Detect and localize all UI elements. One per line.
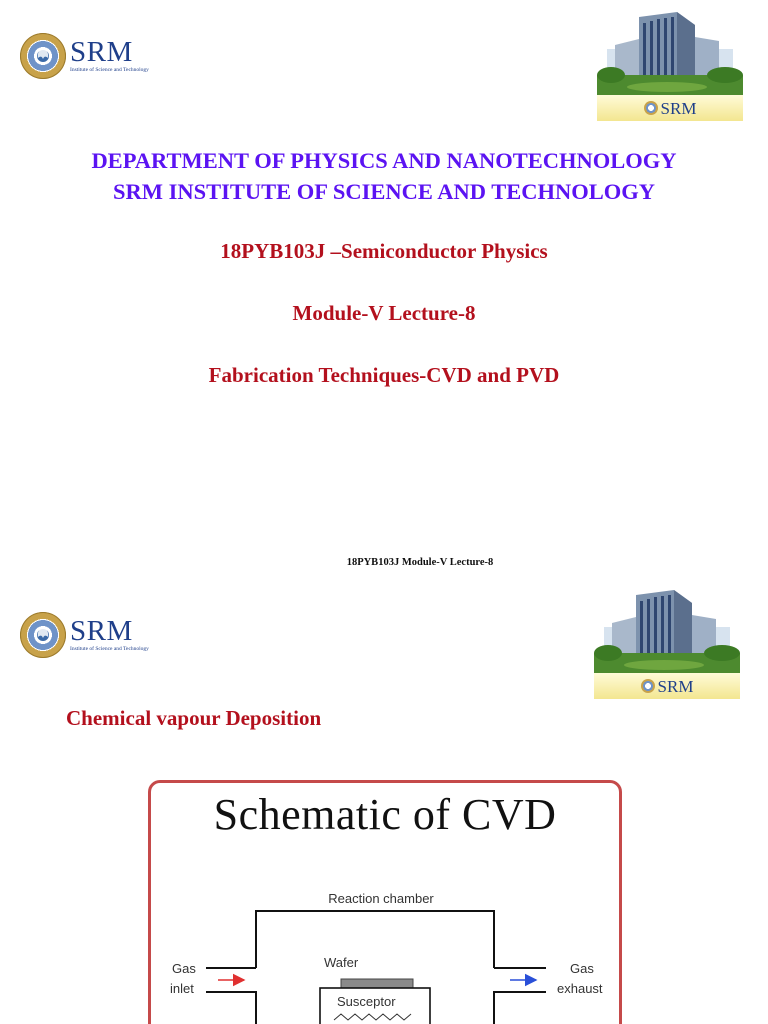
module-title: Module-V Lecture-8 (292, 301, 476, 325)
gas-inlet-label-2: inlet (170, 981, 194, 996)
department-line-2: SRM INSTITUTE OF SCIENCE AND TECHNOLOGY (113, 179, 655, 204)
susceptor-label: Susceptor (337, 994, 396, 1009)
department-line-1: DEPARTMENT OF PHYSICS AND NANOTECHNOLOGY (91, 148, 677, 173)
srm-mini-seal-icon (644, 101, 658, 115)
campus-picture (597, 9, 743, 121)
wafer-shape (341, 979, 413, 988)
campus-srm-label (594, 673, 740, 699)
gas-exhaust-label-1: Gas (570, 961, 594, 976)
campus-picture (594, 587, 740, 699)
chamber-right-wall (494, 992, 546, 1024)
campus-srm-name: SRM (657, 676, 694, 696)
cvd-schematic-figure (148, 780, 622, 1024)
wafer-label: Wafer (324, 955, 359, 970)
srm-logo (20, 612, 149, 658)
section-title: Chemical vapour Deposition (66, 706, 322, 730)
cvd-diagram (148, 780, 622, 1024)
campus-srm-name: SRM (660, 98, 697, 118)
chamber-top-wall (256, 911, 494, 968)
srm-logo-subtitle: Institute of Science and Technology (70, 67, 149, 74)
srm-seal-icon (20, 33, 66, 79)
campus-srm-label (597, 95, 743, 121)
course-title: 18PYB103J –Semiconductor Physics (220, 239, 548, 263)
srm-logo-subtitle: Institute of Science and Technology (70, 646, 149, 653)
srm-logo-name: SRM (70, 36, 133, 69)
lecture-topic: Fabrication Techniques-CVD and PVD (208, 363, 560, 387)
srm-logo-name: SRM (70, 615, 133, 648)
srm-logo (20, 33, 149, 79)
gas-inlet-label-1: Gas (172, 961, 196, 976)
srm-mini-seal-icon (641, 679, 655, 693)
reaction-chamber-label: Reaction chamber (328, 891, 434, 906)
cvd-slide (0, 578, 768, 1024)
figure-title: Schematic of CVD (213, 790, 557, 839)
slide-footer: 18PYB103J Module-V Lecture-8 (346, 557, 494, 568)
gas-exhaust-label-2: exhaust (557, 981, 603, 996)
srm-seal-icon (20, 612, 66, 658)
chamber-left-wall (206, 992, 256, 1024)
